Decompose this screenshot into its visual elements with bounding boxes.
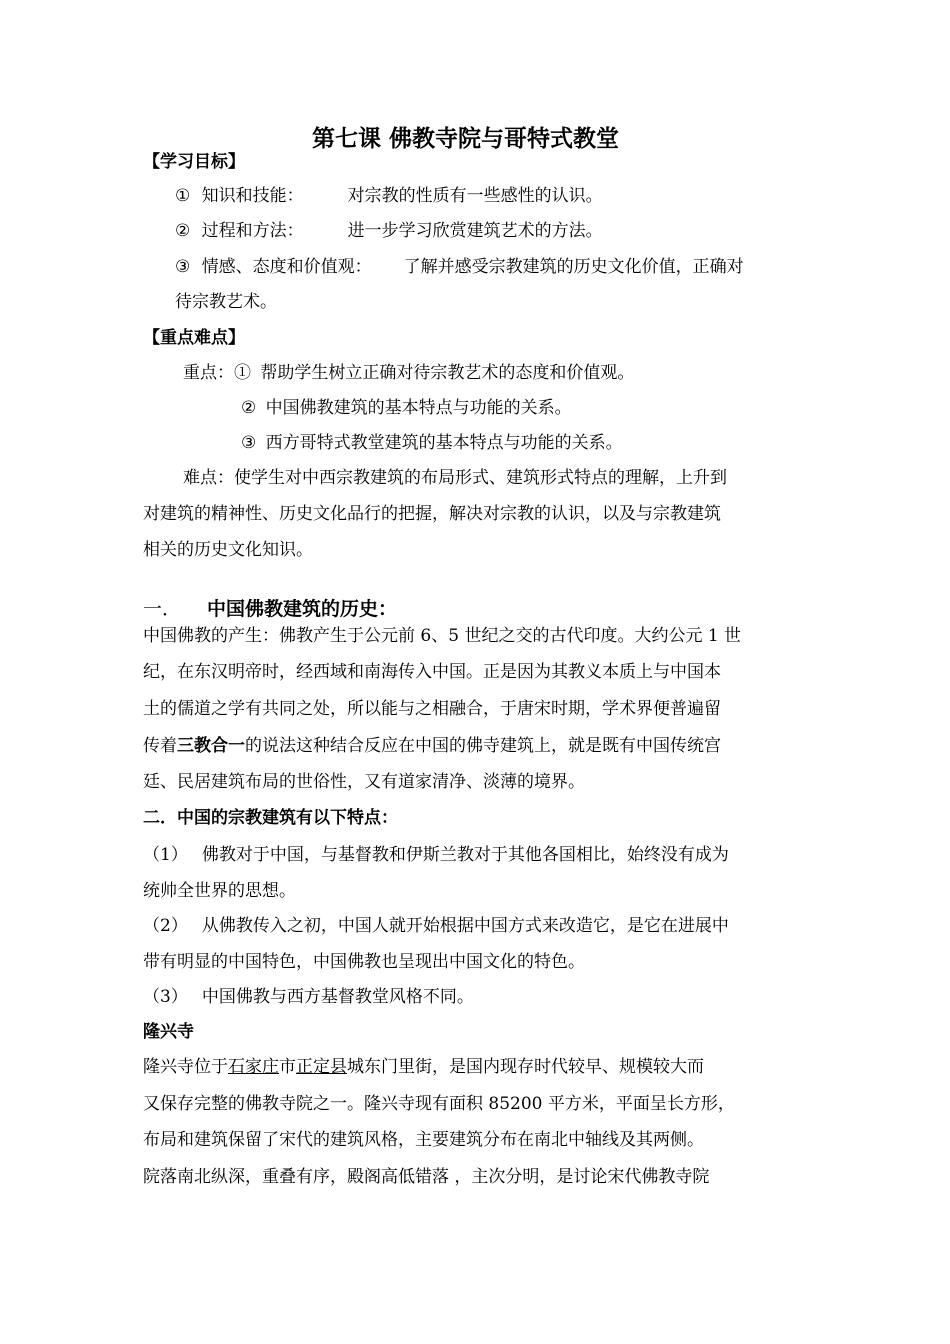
goal-num: ① — [175, 186, 191, 206]
section1-line — [143, 734, 721, 758]
goal-text: 进一步学习欣赏建筑艺术的方法。 — [347, 221, 603, 241]
item-text: 从佛教传入之初，中国人就开始根据中国方式来改造它，是它在进展中 — [201, 916, 729, 936]
item-num: （3） — [143, 987, 188, 1007]
section1-num: 一． — [143, 598, 182, 620]
goal-item-3-cont: 待宗教艺术。 — [175, 292, 277, 312]
goal-item-3 — [175, 255, 744, 279]
difficulty-line: 相关的历史文化知识。 — [143, 540, 313, 560]
shijiazhuang-link[interactable]: 石家庄 — [228, 1057, 279, 1077]
focus-item-1 — [183, 361, 634, 385]
goal-item-2 — [175, 219, 603, 243]
goal-label: 情感、态度和价值观： — [201, 257, 372, 277]
section1-text: 的说法这种结合反应在中国的佛寺建筑上，就是既有中国传统宫 — [245, 736, 721, 756]
longxing-line: 院落南北纵深，重叠有序，殿阁高低错落 ，主次分明，是讨论宋代佛教寺院 — [143, 1167, 710, 1187]
focus-label: 重点： — [183, 363, 234, 383]
section1-line: 纪，在东汉明帝时，经西域和南海传入中国。正是因为其教义本质上与中国本 — [143, 662, 721, 682]
section1-text: 传着 — [143, 736, 177, 756]
goal-num: ② — [175, 221, 191, 241]
goal-label: 知识和技能： — [201, 186, 304, 206]
focus-num: ③ — [241, 433, 257, 453]
section2-item-1 — [143, 843, 729, 867]
item-text: 中国佛教与西方基督教堂风格不同。 — [201, 987, 474, 1007]
section1-line: 廷、民居建筑布局的世俗性，又有道家清净、淡薄的境界。 — [143, 772, 585, 792]
goal-item-1 — [175, 184, 603, 208]
page-title: 第七课 佛教寺院与哥特式教堂 — [312, 125, 620, 152]
difficulty-line: 难点：使学生对中西宗教建筑的布局形式、建筑形式特点的理解，上升到 — [183, 468, 727, 488]
goals-heading: 【学习目标】 — [143, 152, 245, 172]
focus-text: 西方哥特式教堂建筑的基本特点与功能的关系。 — [265, 433, 623, 453]
longxing-text: 城东门里街，是国内现存时代较早、规模较大而 — [347, 1057, 704, 1077]
goal-text: 对宗教的性质有一些感性的认识。 — [347, 186, 603, 206]
longxing-text: 隆兴寺位于 — [143, 1057, 228, 1077]
keypoints-heading: 【重点难点】 — [143, 328, 245, 348]
longxing-line — [143, 1055, 704, 1079]
goal-text: 了解并感受宗教建筑的历史文化价值，正确对 — [403, 257, 744, 277]
longxing-text: 市 — [279, 1057, 296, 1077]
section1-keyword: 三教合一 — [177, 736, 245, 756]
focus-text: 中国佛教建筑的基本特点与功能的关系。 — [265, 398, 572, 418]
focus-num: ② — [241, 398, 257, 418]
longxing-line: 又保存完整的佛教寺院之一。隆兴寺现有面积 85200 平方米，平面呈长方形， — [143, 1094, 735, 1114]
section2-item-1-cont: 统帅全世界的思想。 — [143, 881, 296, 901]
section2-item-2-cont: 带有明显的中国特色，中国佛教也呈现出中国文化的特色。 — [143, 952, 585, 972]
item-num: （1） — [143, 845, 188, 865]
focus-item-3 — [241, 431, 623, 455]
section1-line: 中国佛教的产生：佛教产生于公元前 6、5 世纪之交的古代印度。大约公元 1 世 — [143, 626, 742, 646]
focus-text: 帮助学生树立正确对待宗教艺术的态度和价值观。 — [260, 363, 635, 383]
section2-heading: 二．中国的宗教建筑有以下特点： — [143, 808, 398, 828]
longxing-heading: 隆兴寺 — [143, 1022, 194, 1042]
section2-item-3 — [143, 985, 474, 1009]
longxing-line: 布局和建筑保留了宋代的建筑风格，主要建筑分布在南北中轴线及其两侧。 — [143, 1130, 704, 1150]
section1-line: 土的儒道之学有共同之处，所以能与之相融合，于唐宋时期，学术界便普遍留 — [143, 699, 721, 719]
item-num: （2） — [143, 916, 188, 936]
focus-item-2 — [241, 396, 572, 420]
section1-heading — [143, 597, 397, 622]
goal-label: 过程和方法： — [201, 221, 304, 241]
section1-title: 中国佛教建筑的历史： — [207, 598, 398, 620]
zhengding-link[interactable]: 正定县 — [296, 1057, 347, 1077]
goal-num: ③ — [175, 257, 191, 277]
item-text: 佛教对于中国，与基督教和伊斯兰教对于其他各国相比，始终没有成为 — [201, 845, 729, 865]
difficulty-line: 对建筑的精神性、历史文化品行的把握，解决对宗教的认识，以及与宗教建筑 — [143, 504, 721, 524]
focus-num: ① — [234, 363, 251, 383]
section2-item-2 — [143, 914, 729, 938]
